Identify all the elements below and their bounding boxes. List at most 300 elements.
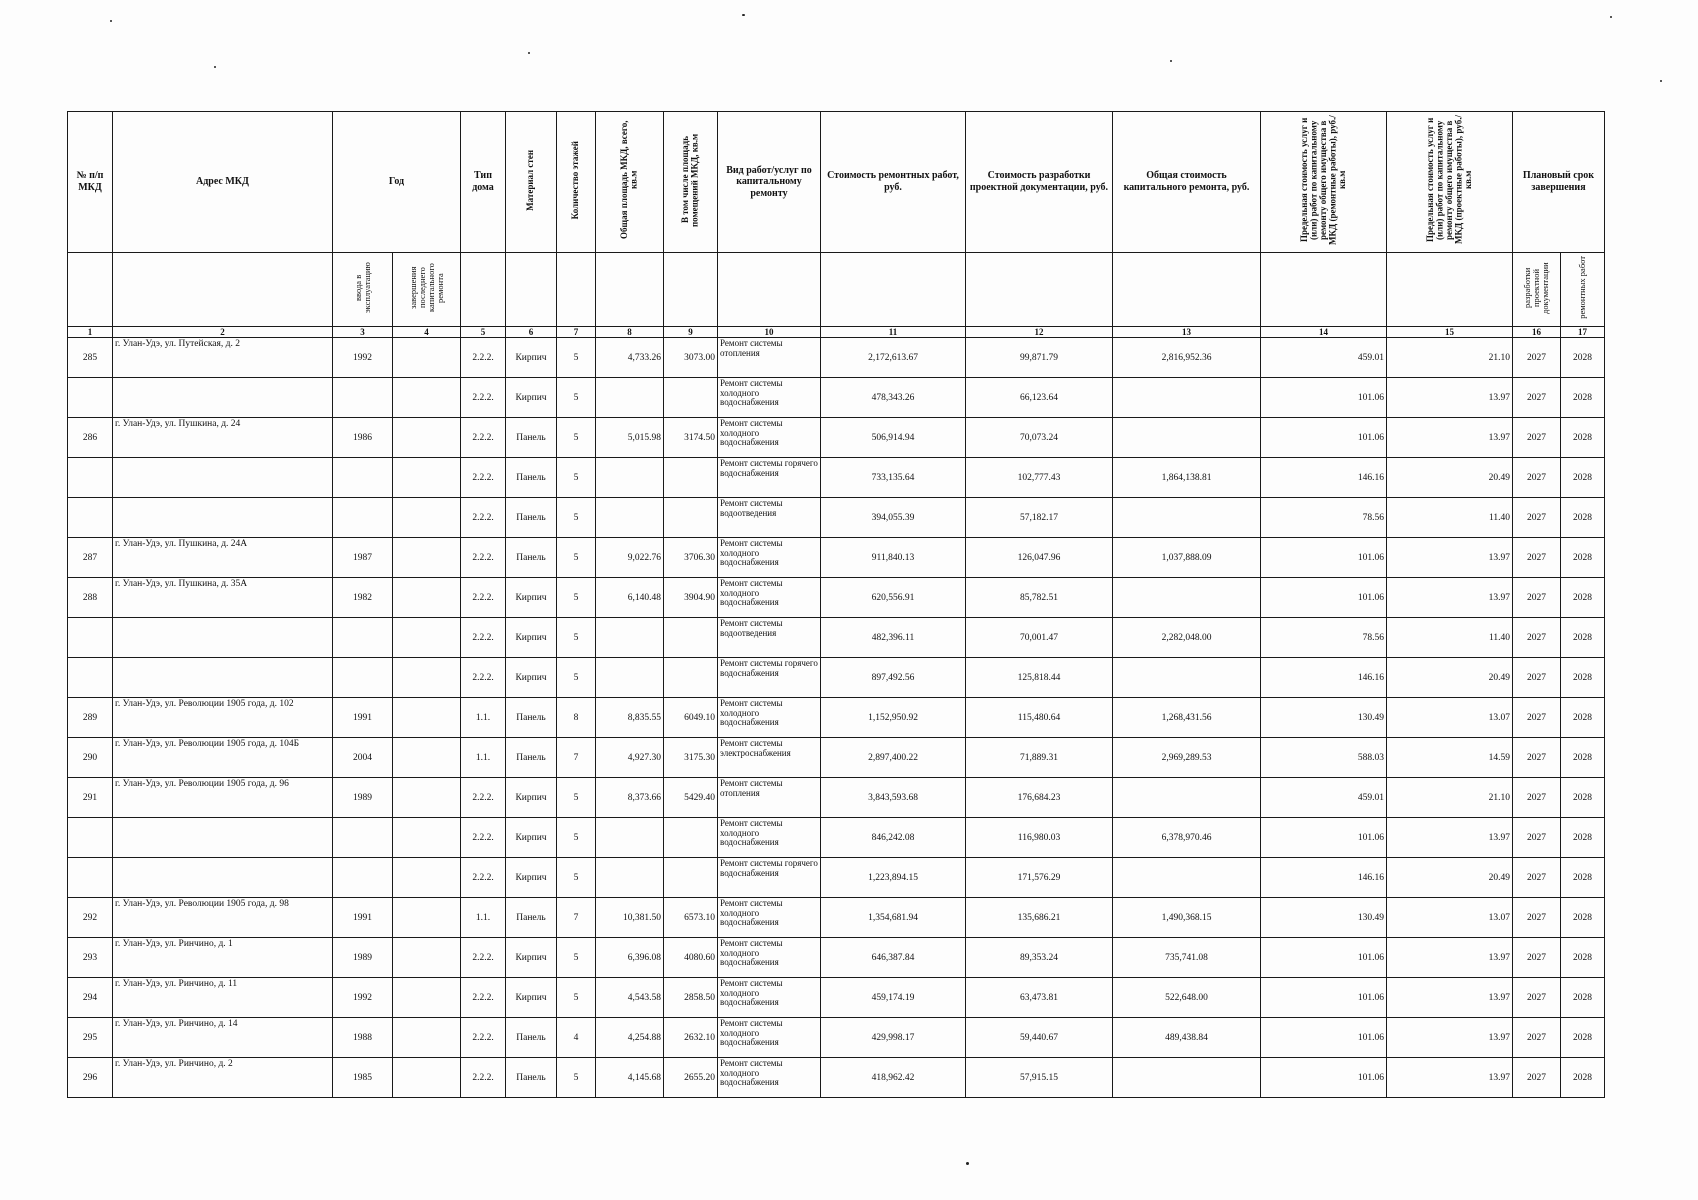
row-number: 293 bbox=[68, 938, 113, 978]
design-cost-cell: 126,047.96 bbox=[966, 538, 1113, 578]
design-cost-cell: 63,473.81 bbox=[966, 978, 1113, 1018]
total-area-cell: 4,927.30 bbox=[596, 738, 664, 778]
column-number: 1 bbox=[68, 327, 113, 338]
limit-design-cell: 20.49 bbox=[1387, 658, 1513, 698]
floors-cell: 5 bbox=[557, 818, 596, 858]
work-type-cell: Ремонт системы горячего водоснабжения bbox=[718, 658, 821, 698]
year-commission-cell: 1992 bbox=[333, 978, 393, 1018]
col-no-header: № п/п МКД bbox=[68, 112, 113, 253]
total-area-cell: 9,022.76 bbox=[596, 538, 664, 578]
repair-cost-cell: 2,172,613.67 bbox=[821, 338, 966, 378]
total-cost-cell: 2,282,048.00 bbox=[1113, 618, 1261, 658]
work-type-cell: Ремонт системы холодного водоснабжения bbox=[718, 538, 821, 578]
year-last-repair-cell bbox=[393, 938, 461, 978]
work-type-cell: Ремонт системы горячего водоснабжения bbox=[718, 858, 821, 898]
premises-area-cell bbox=[664, 378, 718, 418]
subheader-blank bbox=[966, 252, 1113, 327]
limit-design-cell: 11.40 bbox=[1387, 498, 1513, 538]
table-body bbox=[68, 338, 1605, 1098]
address-cell bbox=[113, 498, 333, 538]
premises-area-cell: 3175.30 bbox=[664, 738, 718, 778]
subheader-blank bbox=[718, 252, 821, 327]
deadline-design-cell: 2027 bbox=[1513, 578, 1561, 618]
deadline-design-cell: 2027 bbox=[1513, 738, 1561, 778]
deadline-repair-cell: 2028 bbox=[1561, 858, 1605, 898]
wall-material-cell: Панель bbox=[506, 738, 557, 778]
deadline-repair-cell: 2028 bbox=[1561, 1018, 1605, 1058]
total-cost-cell: 522,648.00 bbox=[1113, 978, 1261, 1018]
repair-cost-cell: 394,055.39 bbox=[821, 498, 966, 538]
work-type-cell: Ремонт системы холодного водоснабжения bbox=[718, 418, 821, 458]
subheader-blank bbox=[557, 252, 596, 327]
row-number bbox=[68, 498, 113, 538]
year-last-repair-cell bbox=[393, 858, 461, 898]
total-area-cell bbox=[596, 858, 664, 898]
year-last-repair-cell bbox=[393, 418, 461, 458]
house-type-cell: 1.1. bbox=[461, 698, 506, 738]
row-number bbox=[68, 818, 113, 858]
total-area-cell: 8,373.66 bbox=[596, 778, 664, 818]
floors-cell: 5 bbox=[557, 978, 596, 1018]
wall-material-cell: Кирпич bbox=[506, 618, 557, 658]
floors-cell: 5 bbox=[557, 658, 596, 698]
year-commission-cell: 1988 bbox=[333, 1018, 393, 1058]
deadline-design-cell: 2027 bbox=[1513, 978, 1561, 1018]
repair-cost-cell: 1,354,681.94 bbox=[821, 898, 966, 938]
repair-cost-cell: 429,998.17 bbox=[821, 1018, 966, 1058]
scan-speck bbox=[1170, 60, 1172, 62]
limit-design-cell: 13.97 bbox=[1387, 978, 1513, 1018]
column-number: 12 bbox=[966, 327, 1113, 338]
floors-cell: 5 bbox=[557, 418, 596, 458]
floors-cell: 5 bbox=[557, 538, 596, 578]
deadline-design-cell: 2027 bbox=[1513, 898, 1561, 938]
floors-cell: 7 bbox=[557, 898, 596, 938]
limit-design-cell: 13.97 bbox=[1387, 538, 1513, 578]
col-deadline-repair-header: ремонтных работ bbox=[1561, 252, 1605, 327]
total-area-cell bbox=[596, 458, 664, 498]
column-number: 14 bbox=[1261, 327, 1387, 338]
deadline-repair-cell: 2028 bbox=[1561, 378, 1605, 418]
total-cost-cell: 1,268,431.56 bbox=[1113, 698, 1261, 738]
address-cell: г. Улан-Удэ, ул. Путейская, д. 2 bbox=[113, 338, 333, 378]
deadline-repair-cell: 2028 bbox=[1561, 1058, 1605, 1098]
table-row bbox=[68, 498, 1605, 538]
design-cost-cell: 135,686.21 bbox=[966, 898, 1113, 938]
total-area-cell bbox=[596, 618, 664, 658]
house-type-cell: 2.2.2. bbox=[461, 938, 506, 978]
scan-speck bbox=[966, 1162, 969, 1165]
year-commission-cell: 1989 bbox=[333, 938, 393, 978]
scan-speck bbox=[742, 14, 745, 16]
column-number: 16 bbox=[1513, 327, 1561, 338]
total-area-cell bbox=[596, 498, 664, 538]
wall-material-cell: Кирпич bbox=[506, 578, 557, 618]
address-cell bbox=[113, 658, 333, 698]
subheader-blank bbox=[596, 252, 664, 327]
limit-design-cell: 13.97 bbox=[1387, 818, 1513, 858]
repair-cost-cell: 897,492.56 bbox=[821, 658, 966, 698]
premises-area-cell bbox=[664, 618, 718, 658]
total-cost-cell: 489,438.84 bbox=[1113, 1018, 1261, 1058]
work-type-cell: Ремонт системы водоотведения bbox=[718, 498, 821, 538]
wall-material-cell: Панель bbox=[506, 458, 557, 498]
work-type-cell: Ремонт системы холодного водоснабжения bbox=[718, 978, 821, 1018]
row-number: 289 bbox=[68, 698, 113, 738]
col-total-cost-header: Общая стоимость капитального ремонта, руб. bbox=[1113, 112, 1261, 253]
table-row bbox=[68, 578, 1605, 618]
house-type-cell: 2.2.2. bbox=[461, 818, 506, 858]
work-type-cell: Ремонт системы холодного водоснабжения bbox=[718, 1018, 821, 1058]
table-row bbox=[68, 938, 1605, 978]
col-limit-repair-header: Предельная стоимость услуг и (или) работ по капитальному ремонту общего имущества в МКД (ремонтные работы), руб./кв.м bbox=[1261, 112, 1387, 253]
row-number: 291 bbox=[68, 778, 113, 818]
limit-repair-cell: 78.56 bbox=[1261, 618, 1387, 658]
limit-design-cell: 21.10 bbox=[1387, 778, 1513, 818]
floors-cell: 7 bbox=[557, 738, 596, 778]
row-number: 292 bbox=[68, 898, 113, 938]
total-cost-cell: 1,490,368.15 bbox=[1113, 898, 1261, 938]
design-cost-cell: 115,480.64 bbox=[966, 698, 1113, 738]
house-type-cell: 2.2.2. bbox=[461, 1018, 506, 1058]
limit-design-cell: 21.10 bbox=[1387, 338, 1513, 378]
total-cost-cell bbox=[1113, 858, 1261, 898]
deadline-repair-cell: 2028 bbox=[1561, 338, 1605, 378]
row-number: 290 bbox=[68, 738, 113, 778]
deadline-repair-cell: 2028 bbox=[1561, 418, 1605, 458]
repair-cost-cell: 911,840.13 bbox=[821, 538, 966, 578]
column-number: 17 bbox=[1561, 327, 1605, 338]
total-cost-cell: 2,969,289.53 bbox=[1113, 738, 1261, 778]
row-number bbox=[68, 858, 113, 898]
house-type-cell: 2.2.2. bbox=[461, 658, 506, 698]
house-type-cell: 2.2.2. bbox=[461, 498, 506, 538]
repair-cost-cell: 620,556.91 bbox=[821, 578, 966, 618]
repair-cost-cell: 1,152,950.92 bbox=[821, 698, 966, 738]
work-type-cell: Ремонт системы холодного водоснабжения bbox=[718, 898, 821, 938]
subheader-blank bbox=[1387, 252, 1513, 327]
address-cell: г. Улан-Удэ, ул. Пушкина, д. 24А bbox=[113, 538, 333, 578]
subheader-blank bbox=[1113, 252, 1261, 327]
year-commission-cell bbox=[333, 818, 393, 858]
premises-area-cell: 3073.00 bbox=[664, 338, 718, 378]
limit-repair-cell: 130.49 bbox=[1261, 898, 1387, 938]
column-number: 9 bbox=[664, 327, 718, 338]
total-area-cell: 4,145.68 bbox=[596, 1058, 664, 1098]
deadline-repair-cell: 2028 bbox=[1561, 938, 1605, 978]
premises-area-cell bbox=[664, 858, 718, 898]
table-row bbox=[68, 1058, 1605, 1098]
work-type-cell: Ремонт системы горячего водоснабжения bbox=[718, 458, 821, 498]
limit-design-cell: 13.97 bbox=[1387, 1018, 1513, 1058]
column-number: 3 bbox=[333, 327, 393, 338]
design-cost-cell: 70,073.24 bbox=[966, 418, 1113, 458]
limit-design-cell: 13.97 bbox=[1387, 1058, 1513, 1098]
deadline-design-cell: 2027 bbox=[1513, 938, 1561, 978]
design-cost-cell: 71,889.31 bbox=[966, 738, 1113, 778]
table-row bbox=[68, 978, 1605, 1018]
total-area-cell: 4,733.26 bbox=[596, 338, 664, 378]
deadline-repair-cell: 2028 bbox=[1561, 978, 1605, 1018]
repair-cost-cell: 2,897,400.22 bbox=[821, 738, 966, 778]
deadline-design-cell: 2027 bbox=[1513, 458, 1561, 498]
limit-repair-cell: 459.01 bbox=[1261, 778, 1387, 818]
subheader-blank bbox=[664, 252, 718, 327]
table-row bbox=[68, 378, 1605, 418]
year-commission-cell: 1982 bbox=[333, 578, 393, 618]
total-area-cell: 6,140.48 bbox=[596, 578, 664, 618]
wall-material-cell: Панель bbox=[506, 498, 557, 538]
total-cost-cell bbox=[1113, 658, 1261, 698]
table-row bbox=[68, 658, 1605, 698]
row-number: 288 bbox=[68, 578, 113, 618]
subheader-blank bbox=[506, 252, 557, 327]
deadline-repair-cell: 2028 bbox=[1561, 698, 1605, 738]
premises-area-cell: 3706.30 bbox=[664, 538, 718, 578]
design-cost-cell: 102,777.43 bbox=[966, 458, 1113, 498]
col-limit-design-header: Предельная стоимость услуг и (или) работ по капитальному ремонту общего имущества в МКД (проектные работы), руб./кв.м bbox=[1387, 112, 1513, 253]
premises-area-cell: 6573.10 bbox=[664, 898, 718, 938]
col-repair-cost-header: Стоимость ремонтных работ, руб. bbox=[821, 112, 966, 253]
year-commission-cell bbox=[333, 498, 393, 538]
floors-cell: 5 bbox=[557, 378, 596, 418]
house-type-cell: 2.2.2. bbox=[461, 338, 506, 378]
total-area-cell: 10,381.50 bbox=[596, 898, 664, 938]
scan-speck bbox=[214, 66, 216, 68]
scan-speck bbox=[110, 20, 112, 22]
year-commission-cell: 2004 bbox=[333, 738, 393, 778]
total-cost-cell bbox=[1113, 418, 1261, 458]
deadline-design-cell: 2027 bbox=[1513, 338, 1561, 378]
table-row bbox=[68, 538, 1605, 578]
house-type-cell: 2.2.2. bbox=[461, 578, 506, 618]
total-cost-cell: 6,378,970.46 bbox=[1113, 818, 1261, 858]
limit-repair-cell: 588.03 bbox=[1261, 738, 1387, 778]
year-last-repair-cell bbox=[393, 578, 461, 618]
premises-area-cell: 3174.50 bbox=[664, 418, 718, 458]
column-number: 10 bbox=[718, 327, 821, 338]
deadline-design-cell: 2027 bbox=[1513, 378, 1561, 418]
year-last-repair-cell bbox=[393, 378, 461, 418]
column-number: 15 bbox=[1387, 327, 1513, 338]
floors-cell: 5 bbox=[557, 858, 596, 898]
table-row bbox=[68, 698, 1605, 738]
year-commission-cell: 1989 bbox=[333, 778, 393, 818]
repair-cost-cell: 506,914.94 bbox=[821, 418, 966, 458]
deadline-design-cell: 2027 bbox=[1513, 858, 1561, 898]
wall-material-cell: Кирпич bbox=[506, 778, 557, 818]
design-cost-cell: 99,871.79 bbox=[966, 338, 1113, 378]
deadline-design-cell: 2027 bbox=[1513, 1018, 1561, 1058]
row-number: 285 bbox=[68, 338, 113, 378]
house-type-cell: 2.2.2. bbox=[461, 858, 506, 898]
wall-material-cell: Кирпич bbox=[506, 978, 557, 1018]
deadline-design-cell: 2027 bbox=[1513, 618, 1561, 658]
wall-material-cell: Панель bbox=[506, 698, 557, 738]
total-area-cell bbox=[596, 378, 664, 418]
design-cost-cell: 125,818.44 bbox=[966, 658, 1113, 698]
address-cell bbox=[113, 458, 333, 498]
col-premises-area-header: В том числе площадь помещений МКД, кв.м bbox=[664, 112, 718, 253]
address-cell bbox=[113, 618, 333, 658]
year-commission-cell: 1992 bbox=[333, 338, 393, 378]
deadline-repair-cell: 2028 bbox=[1561, 778, 1605, 818]
floors-cell: 4 bbox=[557, 1018, 596, 1058]
design-cost-cell: 171,576.29 bbox=[966, 858, 1113, 898]
limit-repair-cell: 146.16 bbox=[1261, 458, 1387, 498]
repair-cost-cell: 733,135.64 bbox=[821, 458, 966, 498]
wall-material-cell: Панель bbox=[506, 1058, 557, 1098]
address-cell: г. Улан-Удэ, ул. Революции 1905 года, д. 98 bbox=[113, 898, 333, 938]
column-number: 7 bbox=[557, 327, 596, 338]
total-cost-cell: 735,741.08 bbox=[1113, 938, 1261, 978]
year-last-repair-cell bbox=[393, 1058, 461, 1098]
year-last-repair-cell bbox=[393, 498, 461, 538]
column-number: 4 bbox=[393, 327, 461, 338]
address-cell: г. Улан-Удэ, ул. Ринчино, д. 2 bbox=[113, 1058, 333, 1098]
subheader-blank bbox=[1261, 252, 1387, 327]
limit-design-cell: 20.49 bbox=[1387, 858, 1513, 898]
row-number: 287 bbox=[68, 538, 113, 578]
col-deadline-header: Плановый срок завершения bbox=[1513, 112, 1605, 253]
deadline-repair-cell: 2028 bbox=[1561, 578, 1605, 618]
col-year-header: Год bbox=[333, 112, 461, 253]
design-cost-cell: 89,353.24 bbox=[966, 938, 1113, 978]
limit-repair-cell: 459.01 bbox=[1261, 338, 1387, 378]
year-last-repair-cell bbox=[393, 458, 461, 498]
repair-cost-cell: 3,843,593.68 bbox=[821, 778, 966, 818]
address-cell bbox=[113, 818, 333, 858]
column-number-row bbox=[68, 327, 1605, 338]
table-row bbox=[68, 778, 1605, 818]
house-type-cell: 2.2.2. bbox=[461, 378, 506, 418]
total-area-cell: 8,835.55 bbox=[596, 698, 664, 738]
year-last-repair-cell bbox=[393, 738, 461, 778]
deadline-design-cell: 2027 bbox=[1513, 658, 1561, 698]
row-number: 295 bbox=[68, 1018, 113, 1058]
limit-design-cell: 11.40 bbox=[1387, 618, 1513, 658]
year-commission-cell bbox=[333, 658, 393, 698]
premises-area-cell: 2655.20 bbox=[664, 1058, 718, 1098]
total-cost-cell bbox=[1113, 1058, 1261, 1098]
work-type-cell: Ремонт системы холодного водоснабжения bbox=[718, 578, 821, 618]
repair-cost-cell: 846,242.08 bbox=[821, 818, 966, 858]
deadline-repair-cell: 2028 bbox=[1561, 538, 1605, 578]
limit-repair-cell: 101.06 bbox=[1261, 818, 1387, 858]
design-cost-cell: 176,684.23 bbox=[966, 778, 1113, 818]
limit-design-cell: 20.49 bbox=[1387, 458, 1513, 498]
deadline-repair-cell: 2028 bbox=[1561, 898, 1605, 938]
house-type-cell: 2.2.2. bbox=[461, 538, 506, 578]
deadline-repair-cell: 2028 bbox=[1561, 658, 1605, 698]
work-type-cell: Ремонт системы отопления bbox=[718, 338, 821, 378]
year-last-repair-cell bbox=[393, 818, 461, 858]
limit-repair-cell: 101.06 bbox=[1261, 418, 1387, 458]
address-cell: г. Улан-Удэ, ул. Ринчино, д. 14 bbox=[113, 1018, 333, 1058]
address-cell: г. Улан-Удэ, ул. Революции 1905 года, д. 102 bbox=[113, 698, 333, 738]
wall-material-cell: Кирпич bbox=[506, 338, 557, 378]
work-type-cell: Ремонт системы водоотведения bbox=[718, 618, 821, 658]
year-commission-cell: 1985 bbox=[333, 1058, 393, 1098]
premises-area-cell bbox=[664, 458, 718, 498]
floors-cell: 5 bbox=[557, 458, 596, 498]
design-cost-cell: 59,440.67 bbox=[966, 1018, 1113, 1058]
col-work-type-header: Вид работ/услуг по капитальному ремонту bbox=[718, 112, 821, 253]
work-type-cell: Ремонт системы холодного водоснабжения bbox=[718, 818, 821, 858]
address-cell bbox=[113, 378, 333, 418]
year-commission-cell bbox=[333, 858, 393, 898]
row-number bbox=[68, 618, 113, 658]
deadline-design-cell: 2027 bbox=[1513, 418, 1561, 458]
year-commission-cell: 1986 bbox=[333, 418, 393, 458]
repair-cost-cell: 646,387.84 bbox=[821, 938, 966, 978]
wall-material-cell: Кирпич bbox=[506, 658, 557, 698]
floors-cell: 5 bbox=[557, 338, 596, 378]
table-row bbox=[68, 338, 1605, 378]
address-cell bbox=[113, 858, 333, 898]
address-cell: г. Улан-Удэ, ул. Революции 1905 года, д. 104Б bbox=[113, 738, 333, 778]
floors-cell: 5 bbox=[557, 578, 596, 618]
row-number: 286 bbox=[68, 418, 113, 458]
repair-cost-cell: 1,223,894.15 bbox=[821, 858, 966, 898]
year-last-repair-cell bbox=[393, 978, 461, 1018]
work-type-cell: Ремонт системы отопления bbox=[718, 778, 821, 818]
premises-area-cell: 2858.50 bbox=[664, 978, 718, 1018]
house-type-cell: 2.2.2. bbox=[461, 458, 506, 498]
column-number: 6 bbox=[506, 327, 557, 338]
wall-material-cell: Кирпич bbox=[506, 378, 557, 418]
house-type-cell: 2.2.2. bbox=[461, 778, 506, 818]
design-cost-cell: 57,915.15 bbox=[966, 1058, 1113, 1098]
design-cost-cell: 70,001.47 bbox=[966, 618, 1113, 658]
col-year-commission-header: ввода в эксплуатацию bbox=[333, 252, 393, 327]
wall-material-cell: Панель bbox=[506, 538, 557, 578]
wall-material-cell: Панель bbox=[506, 418, 557, 458]
address-cell: г. Улан-Удэ, ул. Революции 1905 года, д. 96 bbox=[113, 778, 333, 818]
col-address-header: Адрес МКД bbox=[113, 112, 333, 253]
row-number bbox=[68, 458, 113, 498]
table-row bbox=[68, 898, 1605, 938]
limit-design-cell: 13.97 bbox=[1387, 378, 1513, 418]
table-row bbox=[68, 1018, 1605, 1058]
year-commission-cell: 1991 bbox=[333, 898, 393, 938]
limit-design-cell: 13.97 bbox=[1387, 578, 1513, 618]
house-type-cell: 2.2.2. bbox=[461, 618, 506, 658]
table-row bbox=[68, 738, 1605, 778]
deadline-design-cell: 2027 bbox=[1513, 498, 1561, 538]
address-cell: г. Улан-Удэ, ул. Ринчино, д. 11 bbox=[113, 978, 333, 1018]
col-wall-material-header: Материал стен bbox=[506, 112, 557, 253]
col-design-cost-header: Стоимость разработки проектной документации, руб. bbox=[966, 112, 1113, 253]
subheader-blank bbox=[461, 252, 506, 327]
deadline-design-cell: 2027 bbox=[1513, 778, 1561, 818]
total-area-cell: 6,396.08 bbox=[596, 938, 664, 978]
limit-repair-cell: 101.06 bbox=[1261, 578, 1387, 618]
year-last-repair-cell bbox=[393, 898, 461, 938]
row-number: 294 bbox=[68, 978, 113, 1018]
house-type-cell: 2.2.2. bbox=[461, 1058, 506, 1098]
limit-repair-cell: 101.06 bbox=[1261, 938, 1387, 978]
subheader-blank bbox=[113, 252, 333, 327]
deadline-design-cell: 2027 bbox=[1513, 1058, 1561, 1098]
premises-area-cell: 5429.40 bbox=[664, 778, 718, 818]
work-type-cell: Ремонт системы холодного водоснабжения bbox=[718, 938, 821, 978]
table-row bbox=[68, 618, 1605, 658]
table-row bbox=[68, 818, 1605, 858]
premises-area-cell: 4080.60 bbox=[664, 938, 718, 978]
total-cost-cell: 1,864,138.81 bbox=[1113, 458, 1261, 498]
total-cost-cell: 1,037,888.09 bbox=[1113, 538, 1261, 578]
